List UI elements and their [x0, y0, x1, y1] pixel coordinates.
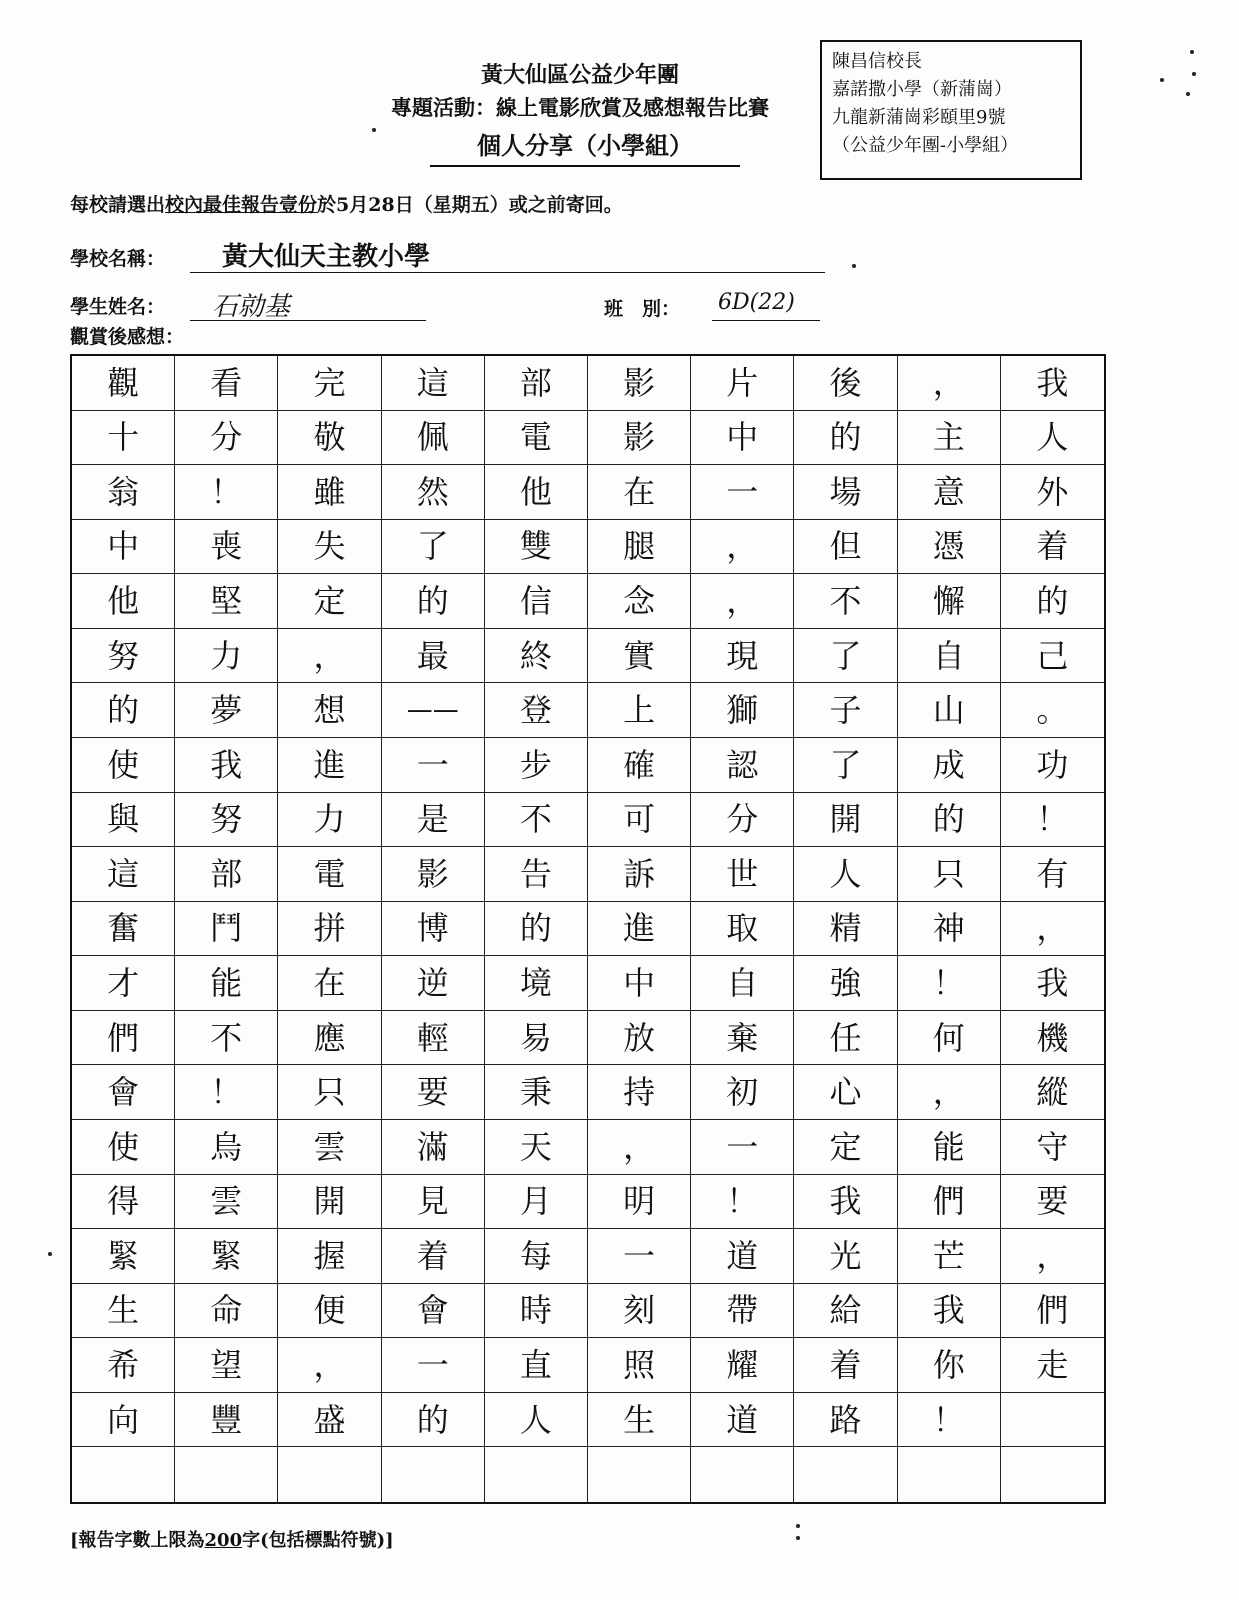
grid-cell: 一 — [691, 465, 794, 520]
grid-cell: 們 — [1001, 1284, 1104, 1339]
grid-cell: 雖 — [278, 465, 381, 520]
grid-cell: 在 — [278, 956, 381, 1011]
grid-cell: 懈 — [898, 574, 1001, 629]
grid-cell: ， — [898, 1065, 1001, 1120]
grid-cell: 開 — [278, 1175, 381, 1230]
grid-cell: 能 — [175, 956, 278, 1011]
grid-cell: ！ — [1001, 793, 1104, 848]
grid-cell: 只 — [278, 1065, 381, 1120]
grid-cell: 要 — [1001, 1175, 1104, 1230]
instruction-after: 於5月28日（星期五）或之前寄回。 — [317, 194, 623, 216]
grid-cell: 後 — [794, 356, 897, 411]
grid-cell: 影 — [588, 356, 691, 411]
scan-speck — [372, 128, 376, 132]
grid-cell: 易 — [485, 1011, 588, 1066]
address-line: （公益少年團-小學組） — [832, 135, 1019, 156]
student-label: 學生姓名： — [70, 296, 166, 318]
grid-cell: ， — [588, 1120, 691, 1175]
organization-title: 黃大仙區公益少年團 — [480, 62, 679, 88]
grid-cell: 念 — [588, 574, 691, 629]
grid-cell: 博 — [382, 902, 485, 957]
grid-cell: 不 — [175, 1011, 278, 1066]
grid-cell: 向 — [72, 1393, 175, 1448]
word-limit-note — [70, 1526, 394, 1552]
grid-cell: 緊 — [72, 1229, 175, 1284]
grid-cell: 確 — [588, 738, 691, 793]
grid-cell: 道 — [691, 1229, 794, 1284]
grid-cell-empty — [278, 1447, 381, 1502]
grid-cell: 耀 — [691, 1338, 794, 1393]
grid-cell: 堅 — [175, 574, 278, 629]
grid-cell: ， — [278, 629, 381, 684]
grid-cell: 場 — [794, 465, 897, 520]
grid-cell: 電 — [485, 411, 588, 466]
grid-cell: 會 — [72, 1065, 175, 1120]
grid-cell: 便 — [278, 1284, 381, 1339]
grid-cell: 要 — [382, 1065, 485, 1120]
grid-cell: 着 — [382, 1229, 485, 1284]
grid-cell: 了 — [794, 738, 897, 793]
grid-cell: 望 — [175, 1338, 278, 1393]
grid-cell: 着 — [1001, 520, 1104, 575]
grid-cell: 才 — [72, 956, 175, 1011]
grid-cell: 分 — [691, 793, 794, 848]
grid-cell: ！ — [175, 1065, 278, 1120]
grid-cell: 我 — [1001, 356, 1104, 411]
grid-cell: 縱 — [1001, 1065, 1104, 1120]
class-value: 6D(22) — [718, 290, 795, 315]
grid-cell: 的 — [72, 683, 175, 738]
grid-cell: 自 — [898, 629, 1001, 684]
grid-cell: 不 — [794, 574, 897, 629]
grid-cell: 自 — [691, 956, 794, 1011]
grid-cell: 精 — [794, 902, 897, 957]
scan-speck — [1186, 92, 1190, 96]
grid-cell: 了 — [794, 629, 897, 684]
grid-cell-empty — [382, 1447, 485, 1502]
instruction-text — [70, 190, 623, 217]
grid-cell: 能 — [898, 1120, 1001, 1175]
grid-cell: 告 — [485, 847, 588, 902]
grid-cell: 的 — [382, 574, 485, 629]
grid-cell: 中 — [72, 520, 175, 575]
grid-cell: 中 — [588, 956, 691, 1011]
grid-cell: 影 — [382, 847, 485, 902]
grid-cell: 的 — [794, 411, 897, 466]
instruction-underlined: 校內最佳報告壹份 — [165, 194, 318, 216]
grid-cell: 一 — [691, 1120, 794, 1175]
grid-cell: 生 — [588, 1393, 691, 1448]
grid-cell: 任 — [794, 1011, 897, 1066]
grid-cell: 會 — [382, 1284, 485, 1339]
grid-cell: 走 — [1001, 1338, 1104, 1393]
grid-cell: 夢 — [175, 683, 278, 738]
grid-cell: 使 — [72, 1120, 175, 1175]
grid-cell: 十 — [72, 411, 175, 466]
grid-cell: 實 — [588, 629, 691, 684]
grid-cell: 我 — [794, 1175, 897, 1230]
grid-cell: 進 — [588, 902, 691, 957]
grid-cell: 他 — [485, 465, 588, 520]
grid-cell: 強 — [794, 956, 897, 1011]
grid-cell: 開 — [794, 793, 897, 848]
grid-cell: 應 — [278, 1011, 381, 1066]
grid-cell: 部 — [175, 847, 278, 902]
grid-cell: 與 — [72, 793, 175, 848]
grid-cell: ， — [1001, 902, 1104, 957]
grid-cell: 帶 — [691, 1284, 794, 1339]
grid-cell: 拼 — [278, 902, 381, 957]
essay-grid — [70, 354, 1106, 1504]
grid-cell: ！ — [898, 956, 1001, 1011]
grid-cell: 。 — [1001, 683, 1104, 738]
grid-cell: 烏 — [175, 1120, 278, 1175]
grid-cell: ， — [691, 520, 794, 575]
grid-cell: 放 — [588, 1011, 691, 1066]
grid-cell: ， — [278, 1338, 381, 1393]
grid-cell: 境 — [485, 956, 588, 1011]
address-line: 九龍新蒲崗彩頤里9號 — [832, 107, 1006, 128]
grid-cell: 豐 — [175, 1393, 278, 1448]
address-line: 陳昌信校長 — [832, 51, 922, 72]
grid-cell-empty — [485, 1447, 588, 1502]
grid-cell: 力 — [175, 629, 278, 684]
grid-cell: 意 — [898, 465, 1001, 520]
grid-cell: 雲 — [175, 1175, 278, 1230]
grid-cell: 終 — [485, 629, 588, 684]
grid-cell: 直 — [485, 1338, 588, 1393]
grid-cell-empty — [1001, 1447, 1104, 1502]
grid-cell: 是 — [382, 793, 485, 848]
grid-cell: 獅 — [691, 683, 794, 738]
grid-cell: 你 — [898, 1338, 1001, 1393]
word-limit-value: 200 — [204, 1530, 243, 1551]
grid-cell: 進 — [278, 738, 381, 793]
grid-cell: 中 — [691, 411, 794, 466]
grid-cell: 這 — [72, 847, 175, 902]
grid-cell: 每 — [485, 1229, 588, 1284]
school-value: 黃大仙天主教小學 — [222, 242, 431, 272]
grid-cell: 守 — [1001, 1120, 1104, 1175]
grid-cell: 努 — [175, 793, 278, 848]
grid-cell: 只 — [898, 847, 1001, 902]
grid-cell: 在 — [588, 465, 691, 520]
grid-cell: 着 — [794, 1338, 897, 1393]
grid-cell: 時 — [485, 1284, 588, 1339]
grid-cell: 一 — [382, 738, 485, 793]
grid-cell: 的 — [1001, 574, 1104, 629]
grid-cell: 電 — [278, 847, 381, 902]
footer-after: 字(包括標點符號)] — [242, 1530, 394, 1551]
grid-cell: 的 — [485, 902, 588, 957]
grid-cell: 努 — [72, 629, 175, 684]
grid-cell: 觀 — [72, 356, 175, 411]
instruction-before: 每校請選出 — [70, 194, 166, 216]
grid-cell: 但 — [794, 520, 897, 575]
scan-speck — [1190, 50, 1194, 54]
grid-cell: 刻 — [588, 1284, 691, 1339]
grid-cell: 上 — [588, 683, 691, 738]
grid-cell-empty — [588, 1447, 691, 1502]
grid-cell: 光 — [794, 1229, 897, 1284]
grid-cell: 神 — [898, 902, 1001, 957]
grid-cell: 腿 — [588, 520, 691, 575]
grid-cell: 雲 — [278, 1120, 381, 1175]
grid-cell: 希 — [72, 1338, 175, 1393]
grid-cell: 我 — [898, 1284, 1001, 1339]
grid-cell: 現 — [691, 629, 794, 684]
grid-cell-empty — [175, 1447, 278, 1502]
grid-cell: 棄 — [691, 1011, 794, 1066]
grid-cell-empty — [691, 1447, 794, 1502]
grid-cell: 初 — [691, 1065, 794, 1120]
grid-cell: 使 — [72, 738, 175, 793]
address-line: 嘉諾撒小學（新蒲崗） — [832, 79, 1012, 100]
grid-cell: 秉 — [485, 1065, 588, 1120]
grid-cell: 看 — [175, 356, 278, 411]
grid-cell: 訴 — [588, 847, 691, 902]
grid-cell: ， — [898, 356, 1001, 411]
school-label: 學校名稱： — [70, 248, 166, 270]
grid-cell: 月 — [485, 1175, 588, 1230]
grid-cell: 部 — [485, 356, 588, 411]
class-label: 班 別： — [604, 298, 681, 320]
grid-cell: 登 — [485, 683, 588, 738]
grid-cell: 我 — [1001, 956, 1104, 1011]
grid-cell: 照 — [588, 1338, 691, 1393]
grid-cell: 有 — [1001, 847, 1104, 902]
category-title: 個人分享（小學組） — [430, 126, 740, 167]
grid-cell: 滿 — [382, 1120, 485, 1175]
grid-cell: 山 — [898, 683, 1001, 738]
grid-cell: 定 — [278, 574, 381, 629]
grid-cell: 翁 — [72, 465, 175, 520]
footer-before: [報告字數上限為 — [70, 1530, 205, 1551]
grid-cell-empty — [898, 1447, 1001, 1502]
grid-cell: ， — [691, 574, 794, 629]
grid-cell: 一 — [382, 1338, 485, 1393]
grid-cell: 完 — [278, 356, 381, 411]
grid-cell: 影 — [588, 411, 691, 466]
grid-cell: 最 — [382, 629, 485, 684]
grid-cell: 己 — [1001, 629, 1104, 684]
grid-cell: 佩 — [382, 411, 485, 466]
grid-cell — [1001, 1393, 1104, 1448]
grid-cell: 握 — [278, 1229, 381, 1284]
scan-speck — [796, 1536, 800, 1540]
grid-cell: 他 — [72, 574, 175, 629]
grid-cell: 盛 — [278, 1393, 381, 1448]
grid-cell: 喪 — [175, 520, 278, 575]
scan-speck — [852, 264, 856, 268]
grid-cell-empty — [794, 1447, 897, 1502]
grid-cell: 的 — [898, 793, 1001, 848]
scan-speck — [796, 1524, 800, 1528]
grid-cell: 輕 — [382, 1011, 485, 1066]
grid-cell: 得 — [72, 1175, 175, 1230]
grid-cell: 人 — [485, 1393, 588, 1448]
grid-cell: 步 — [485, 738, 588, 793]
scan-speck — [1160, 78, 1164, 82]
grid-cell: 片 — [691, 356, 794, 411]
grid-cell: 功 — [1001, 738, 1104, 793]
grid-cell: 認 — [691, 738, 794, 793]
grid-cell: 敬 — [278, 411, 381, 466]
grid-cell: 們 — [898, 1175, 1001, 1230]
grid-cell: 心 — [794, 1065, 897, 1120]
grid-cell: 的 — [382, 1393, 485, 1448]
grid-cell: 芒 — [898, 1229, 1001, 1284]
grid-cell: 不 — [485, 793, 588, 848]
grid-cell: ！ — [175, 465, 278, 520]
return-address-box — [820, 40, 1082, 180]
activity-title: 專題活動：線上電影欣賞及感想報告比賽 — [391, 95, 769, 120]
reflection-label: 觀賞後感想： — [70, 326, 185, 348]
scan-speck — [48, 1252, 52, 1256]
grid-cell: 逆 — [382, 956, 485, 1011]
grid-cell: —— — [382, 683, 485, 738]
student-value: 石勍基 — [212, 292, 291, 322]
grid-cell: 鬥 — [175, 902, 278, 957]
grid-cell: 命 — [175, 1284, 278, 1339]
grid-cell: 外 — [1001, 465, 1104, 520]
grid-cell: 取 — [691, 902, 794, 957]
grid-cell: 成 — [898, 738, 1001, 793]
grid-cell: 明 — [588, 1175, 691, 1230]
grid-cell: 這 — [382, 356, 485, 411]
grid-cell: 了 — [382, 520, 485, 575]
grid-cell: 憑 — [898, 520, 1001, 575]
grid-cell: 機 — [1001, 1011, 1104, 1066]
grid-cell: 一 — [588, 1229, 691, 1284]
grid-cell: 想 — [278, 683, 381, 738]
class-underline — [712, 320, 820, 321]
grid-cell: 持 — [588, 1065, 691, 1120]
grid-cell: 路 — [794, 1393, 897, 1448]
grid-cell: 天 — [485, 1120, 588, 1175]
grid-cell: 可 — [588, 793, 691, 848]
grid-cell: 主 — [898, 411, 1001, 466]
grid-cell: 給 — [794, 1284, 897, 1339]
grid-cell: 人 — [794, 847, 897, 902]
grid-cell: 人 — [1001, 411, 1104, 466]
grid-cell: 生 — [72, 1284, 175, 1339]
grid-cell: 我 — [175, 738, 278, 793]
grid-cell: 子 — [794, 683, 897, 738]
grid-cell: ！ — [691, 1175, 794, 1230]
grid-cell-empty — [72, 1447, 175, 1502]
grid-cell: 緊 — [175, 1229, 278, 1284]
grid-cell: 然 — [382, 465, 485, 520]
grid-cell: 分 — [175, 411, 278, 466]
grid-cell: 何 — [898, 1011, 1001, 1066]
grid-cell: 道 — [691, 1393, 794, 1448]
grid-cell: 世 — [691, 847, 794, 902]
scan-speck — [1192, 72, 1196, 76]
grid-cell: 定 — [794, 1120, 897, 1175]
grid-cell: 力 — [278, 793, 381, 848]
grid-cell: 們 — [72, 1011, 175, 1066]
grid-cell: 信 — [485, 574, 588, 629]
grid-cell: 雙 — [485, 520, 588, 575]
grid-cell: 見 — [382, 1175, 485, 1230]
grid-cell: 奮 — [72, 902, 175, 957]
grid-cell: 失 — [278, 520, 381, 575]
grid-cell: ， — [1001, 1229, 1104, 1284]
grid-cell: ！ — [898, 1393, 1001, 1448]
